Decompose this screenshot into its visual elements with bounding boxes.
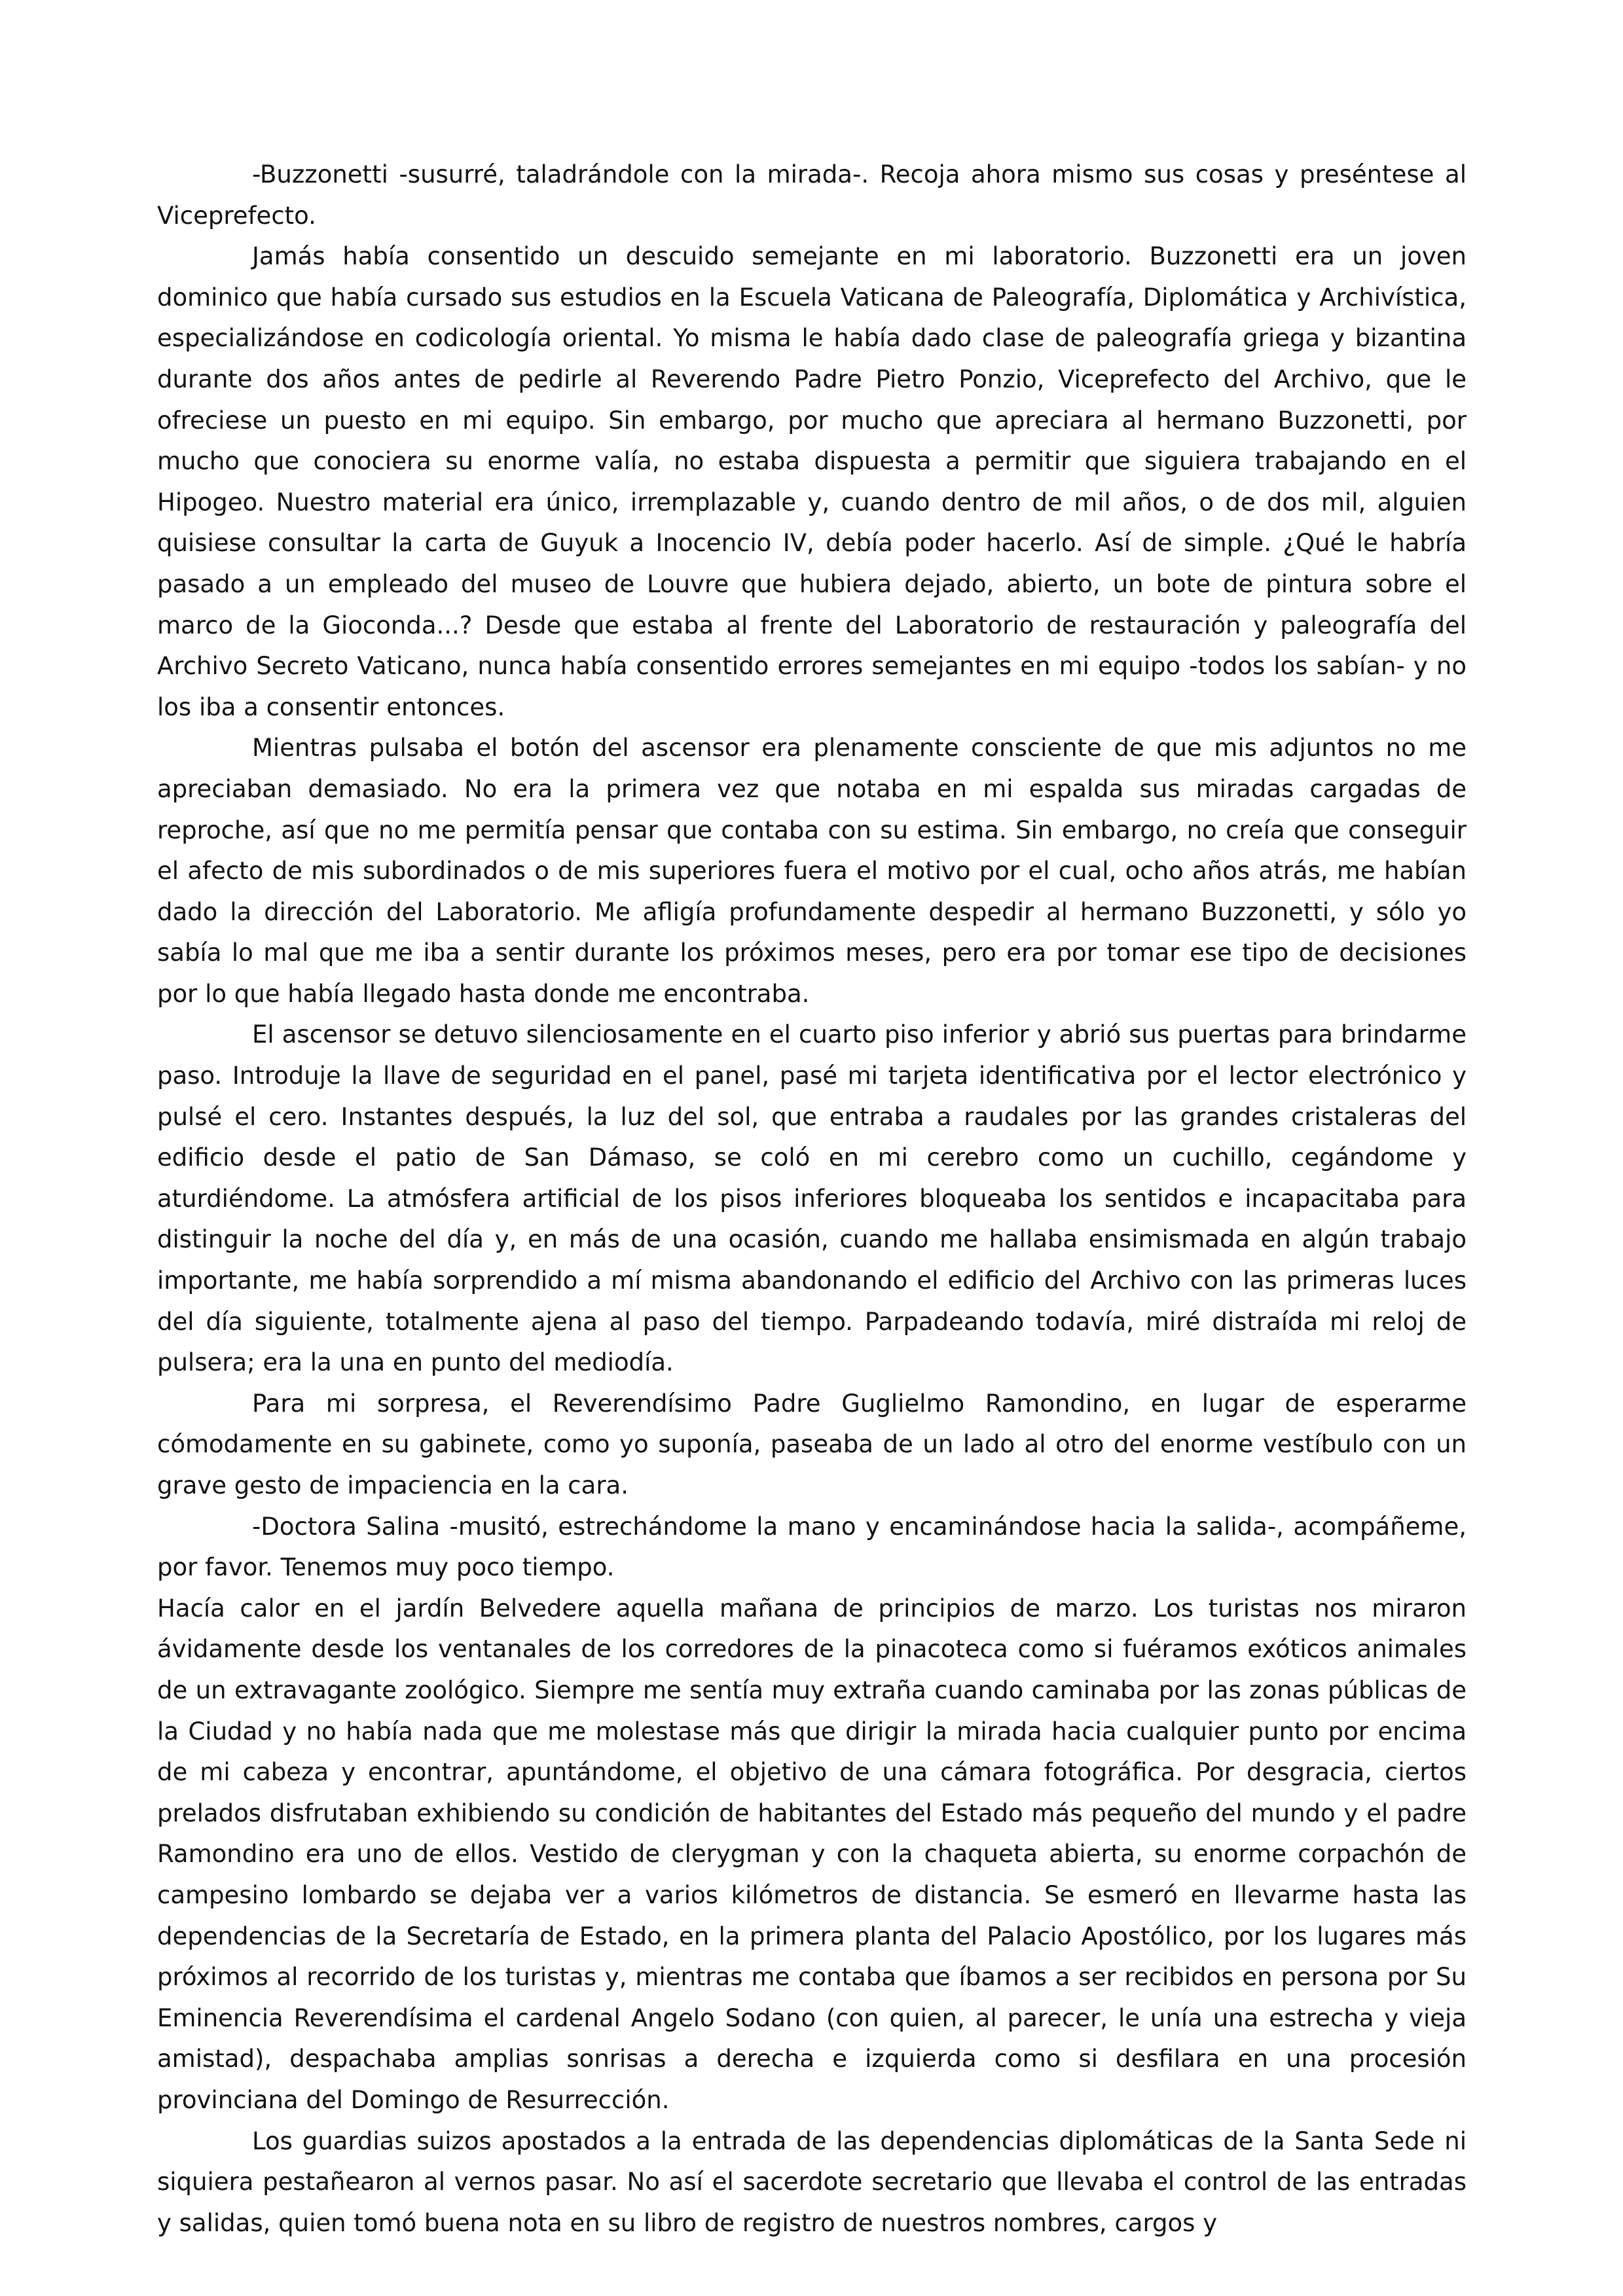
paragraph-2: Jamás había consentido un descuido semejante en mi laboratorio. Buzzonetti era un joven dominico que había cursado sus estudios en la Escuela Vaticana de Paleografía, Diplomática y Archivística, especializándose en codicología oriental. Yo misma le había dado clase de paleografía griega y bizantina durante dos años antes de pedirle al Reverendo Padre Pietro Ponzio, Viceprefecto del Archivo, que le ofreciese un puesto en mi equipo. Sin embargo, por mucho que apreciara al hermano Buzzonetti, por mucho que conociera su enorme valía, no estaba dispuesta a permitir que siguiera trabajando en el Hipogeo. Nuestro material era único, irremplazable y, cuando dentro de mil años, o de dos mil, alguien quisiese consultar la carta de Guyuk a Inocencio IV, debía poder hacerlo. Así de simple. ¿Qué le habría pasado a un empleado del museo de Louvre que hubiera dejado, abierto, un bote de pintura sobre el marco de la Gioconda...? Desde que estaba al frente del Laboratorio de restauración y paleografía del Archivo Secreto Vaticano, nunca había consentido errores semejantes en mi equipo -todos los sabían- y no los iba a consentir entonces. — [157, 242, 1467, 721]
paragraph-1: -Buzzonetti -susurré, taladrándole con la mirada-. Recoja ahora mismo sus cosas y preséntese al Viceprefecto. — [157, 160, 1467, 230]
paragraph-8: Los guardias suizos apostados a la entrada de las dependencias diplomáticas de la Santa Sede ni siquiera pestañearon al vernos pasar. No así el sacerdote secretario que llevaba el control de las entradas y salidas, quien tomó buena nota en su libro de registro de nuestros nombres, cargos y — [157, 2126, 1467, 2237]
paragraph-4: El ascensor se detuvo silenciosamente en el cuarto piso inferior y abrió sus puertas para brindarme paso. Introduje la llave de seguridad en el panel, pasé mi tarjeta identificativa por el lector electrónico y pulsé el cero. Instantes después, la luz del sol, que entraba a raudales por las grandes cristaleras del edificio desde el patio de San Dámaso, se coló en mi cerebro como un cuchillo, cegándome y aturdiéndome. La atmósfera artificial de los pisos inferiores bloqueaba los sentidos e incapacitaba para distinguir la noche del día y, en más de una ocasión, cuando me hallaba ensimismada en algún trabajo importante, me había sorprendido a mí misma abandonando el edificio del Archivo con las primeras luces del día siguiente, totalmente ajena al paso del tiempo. Parpadeando todavía, miré distraída mi reloj de pulsera; era la una en punto del mediodía. — [157, 1020, 1467, 1377]
paragraph-6: -Doctora Salina -musitó, estrechándome la mano y encaminándose hacia la salida-, acompáñeme, por favor. Tenemos muy poco tiempo. — [157, 1512, 1467, 1582]
paragraph-3: Mientras pulsaba el botón del ascensor era plenamente consciente de que mis adjuntos no me apreciaban demasiado. No era la primera vez que notaba en mi espalda sus miradas cargadas de reproche, así que no me permitía pensar que contaba con su estima. Sin embargo, no creía que conseguir el afecto de mis subordinados o de mis superiores fuera el motivo por el cual, ocho años atrás, me habían dado la dirección del Laboratorio. Me afligía profundamente despedir al hermano Buzzonetti, y sólo yo sabía lo mal que me iba a sentir durante los próximos meses, pero era por tomar ese tipo de decisiones por lo que había llegado hasta donde me encontraba. — [157, 734, 1467, 1008]
document-page — [157, 154, 1467, 2244]
paragraph-5: Para mi sorpresa, el Reverendísimo Padre Guglielmo Ramondino, en lugar de esperarme cómodamente en su gabinete, como yo suponía, paseaba de un lado al otro del enorme vestíbulo con un grave gesto de impaciencia en la cara. — [157, 1389, 1467, 1499]
paragraph-7: Hacía calor en el jardín Belvedere aquella mañana de principios de marzo. Los turistas nos miraron ávidamente desde los ventanales de los corredores de la pinacoteca como si fuéramos exóticos animales de un extravagante zoológico. Siempre me sentía muy extraña cuando caminaba por las zonas públicas de la Ciudad y no había nada que me molestase más que dirigir la mirada hacia cualquier punto por encima de mi cabeza y encontrar, apuntándome, el objetivo de una cámara fotográfica. Por desgracia, ciertos prelados disfrutaban exhibiendo su condición de habitantes del Estado más pequeño del mundo y el padre Ramondino era uno de ellos. Vestido de clerygman y con la chaqueta abierta, su enorme corpachón de campesino lombardo se dejaba ver a varios kilómetros de distancia. Se esmeró en llevarme hasta las dependencias de la Secretaría de Estado, en la primera planta del Palacio Apostólico, por los lugares más próximos al recorrido de los turistas y, mientras me contaba que íbamos a ser recibidos en persona por Su Eminencia Reverendísima el cardenal Angelo Sodano (con quien, al parecer, le unía una estrecha y vieja amistad), despachaba amplias sonrisas a derecha e izquierda como si desfilara en una procesión provinciana del Domingo de Resurrección. — [157, 1594, 1467, 2114]
